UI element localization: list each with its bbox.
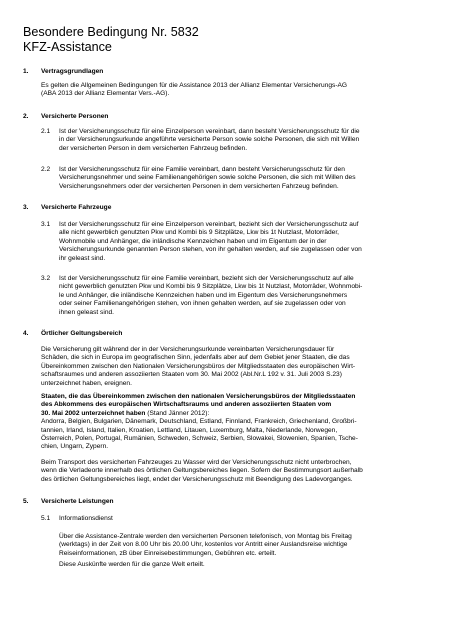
- clause-3-1-text: Ist der Versicherungsschutz für eine Einzelperson vereinbart, bezieht sich der Versicherungsschutz auf alle nicht gewerblich genutzten Pkw und Kombi bis 9 Sitzplätze, Lkw bis 1t Nutzlast, Motorräder, Wohnmobile und Anhänger, die inländische Kennzeichen haben und im Eigentum der in der Versicherungsurkunde genannten Person stehen, von ihr gehalten werden, auf sie zugelassen oder von ihr geleast sind.: [59, 221, 362, 262]
- clause-number: 2.1: [41, 128, 51, 135]
- section-title: Versicherte Leistungen: [41, 498, 114, 505]
- clause-2-2-text: Ist der Versicherungsschutz für eine Familie vereinbart, dann besteht Versicherungsschutz für den Versicherungsnehmer und seine Familienangehörigen sowie solche Personen, die sich mit Willen des Versicherungsnehmers oder der versicherten Personen in dem versicherten Fahrzeug befinden.: [59, 166, 356, 190]
- section-4-paragraph-1: Die Versicherung gilt während der in der Versicherungsurkunde vereinbarten Versicherungsdauer für Schäden, die sich in Europa im geografischen Sinn, jedenfalls aber auf dem Gebiet jener Staaten, die das Übereinkommen zwischen den Nationalen Versicherungsbüros der Mitgliedsstaaten des europäischen Wirt- schaftsraumes und anderen assoziierten Staaten vom 30. Mai 2002 (Abl.Nr.L 192 v. 31. Juli 2003 S.23) unterzeichnet haben, ereignen.: [41, 346, 356, 387]
- section-number: 3.: [23, 204, 29, 211]
- clause-number: 2.2: [41, 166, 51, 173]
- section-4-country-block: Staaten, die das Übereinkommen zwischen den nationalen Versicherungsbüros der Mitgliedsstaaten des Abkommens des europäischen Wirtschaftsraums und anderen assoziierten Staaten vom 30. Mai 2002 unterzeichnet haben (Stand Jänner 2012): Andorra, Belgien, Bulgarien, Dänemark, Deutschland, Estland, Finnland, Frankreich, Griechenland, Großbri- tannien, Irland, Island, Italien, Kroatien, Lettland, Litauen, Luxemburg, Malta, Niederlande, Norwegen, Österreich, Polen, Portugal, Rumänien, Schweden, Schweiz, Serbien, Slowakei, Slowenien, Spanien, Tsche- chien, Ungarn, Zypern.: [41, 393, 358, 451]
- section-number: 2.: [23, 113, 29, 120]
- clause-number: 5.1: [41, 515, 51, 522]
- clause-3-2-text: Ist der Versicherungsschutz für eine Familie vereinbart, bezieht sich der Versicherungsschutz auf alle nicht gewerblich genutzten Pkw und Kombi bis 9 Sitzplätze, Lkw bis 1t Nutzlast, Motorräder, Wohnmobi- le und Anhänger, die inländische Kennzeichen haben und im Eigentum des Versicherungsnehmers oder seiner Familienangehörigen stehen, von ihnen gehalten werden, auf sie zugelassen oder von ihnen geleast sind.: [59, 275, 363, 316]
- clause-5-1-heading: Informationsdienst: [59, 515, 113, 522]
- section-title: Örtlicher Geltungsbereich: [41, 330, 123, 337]
- section-number: 1.: [23, 68, 29, 75]
- section-number: 5.: [23, 498, 29, 505]
- clause-2-1-text: Ist der Versicherungsschutz für eine Einzelperson vereinbart, dann besteht Versicherungsschutz für die in der Versicherungsurkunde angeführte versicherte Person sowie solche Personen, die sich mit Willen der versicherten Person in dem versicherten Fahrzeug befinden.: [59, 128, 360, 152]
- section-title: Versicherte Fahrzeuge: [41, 204, 112, 211]
- document-subtitle: KFZ-Assistance: [23, 40, 112, 54]
- section-number: 4.: [23, 330, 29, 337]
- document-title: Besondere Bedingung Nr. 5832: [23, 25, 199, 39]
- clause-number: 3.2: [41, 275, 51, 282]
- section-4-paragraph-2: Beim Transport des versicherten Fahrzeuges zu Wasser wird der Versicherungsschutz nicht unterbrochen, wenn die Verladeorte innerhalb des örtlichen Geltungsbereiches liegen. Sofern der Bestimmungsort außerhalb des örtlichen Geltungsbereiches liegt, endet der Versicherungsschutz mit Beendigung des Ladevorganges.: [41, 459, 363, 483]
- section-title: Vertragsgrundlagen: [41, 68, 104, 75]
- section-title: Versicherte Personen: [41, 113, 109, 120]
- clause-number: 3.1: [41, 221, 51, 228]
- section-1-text: Es gelten die Allgemeinen Bedingungen für die Assistance 2013 der Allianz Elementar Versicherungs-AG (ABA 2013 der Allianz Elementar Vers.-AG).: [41, 82, 348, 98]
- clause-5-1-note: Diese Auskünfte werden für die ganze Welt erteilt.: [59, 561, 205, 568]
- clause-5-1-text: Über die Assistance-Zentrale werden den versicherten Personen telefonisch, von Montag bis Freitag (werktags) in der Zeit von 8.00 Uhr bis 20.00 Uhr, kostenlos vor Antritt einer Auslandsreise wichtige Reiseinformationen, zB über Einreisebestimmungen, Gebühren etc. erteilt.: [59, 533, 352, 557]
